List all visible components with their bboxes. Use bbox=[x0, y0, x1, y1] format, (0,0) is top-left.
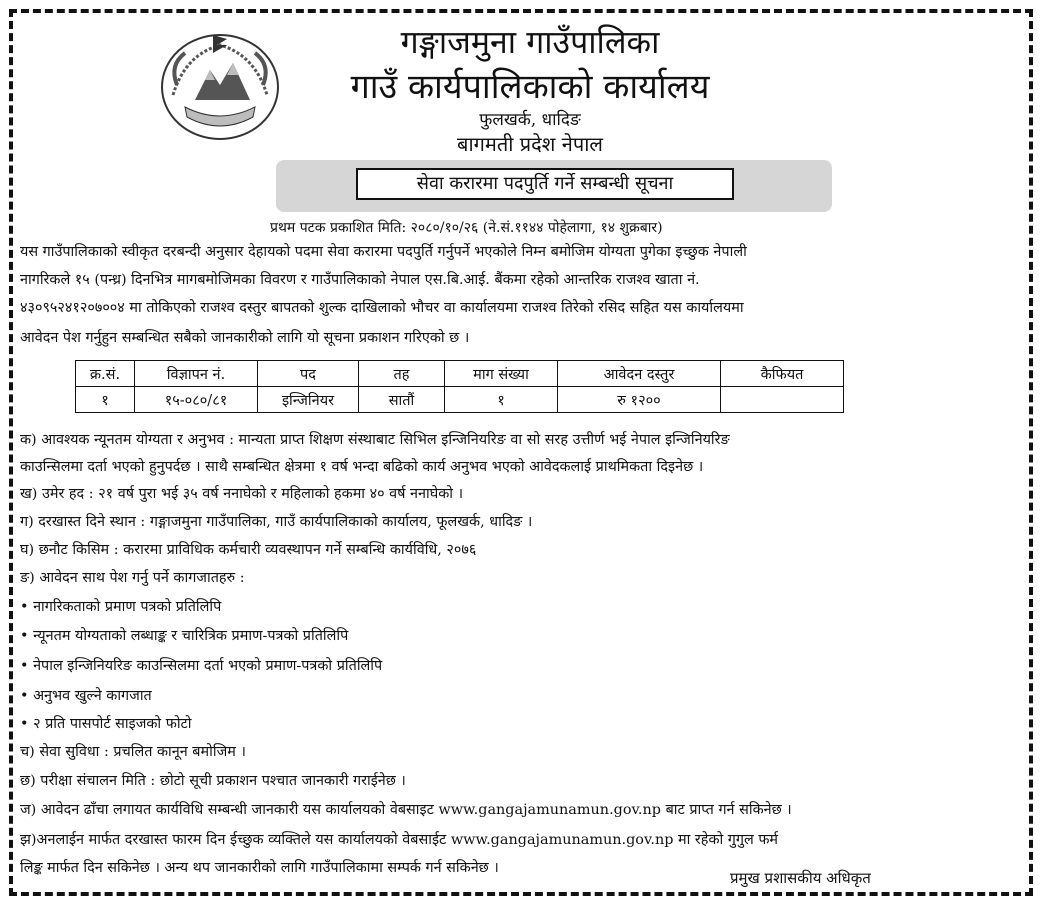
intro-line: यस गाउँपालिकाको स्वीकृत दरबन्दी अनुसार देहायको पदमा सेवा करारमा पदपुर्ति गर्नुपर्ने भएकोले निम्न बमोजिम योग्यता पुगेका इच्छुक नेपाली bbox=[20, 244, 747, 260]
list-item: • न्यूनतम योग्यताको लब्धाङ्क र चारित्रिक प्रमाण-पत्रको प्रतिलिपि bbox=[20, 628, 349, 644]
table-cell: १ bbox=[445, 387, 558, 413]
list-item: • २ प्रति पासपोर्ट साइजको फोटो bbox=[20, 716, 192, 732]
table-header: क्र.सं. bbox=[76, 361, 135, 387]
vacancy-table bbox=[75, 360, 844, 413]
table-header: माग संख्या bbox=[445, 361, 558, 387]
office-name: गङ्गाजमुना गाउँपालिका bbox=[400, 23, 660, 61]
intro-line: नागरिकले १५ (पन्ध्र) दिनभित्र मागबमोजिमका विवरण र गाउँपालिकाको नेपाल एस.बि.आई. बैंकमा रहेको आन्तरिक राजश्व खाता नं. bbox=[20, 272, 700, 288]
body-line: ज) आवेदन ढाँचा लगायत कार्यविधि सम्बन्धी जानकारी यस कार्यालयको वेबसाइट www.gangajamunamun.gov.np बाट प्राप्त गर्न सकिनेछ । bbox=[20, 802, 792, 818]
body-line: झ)अनलाईन मार्फत दरखास्त फारम दिन ईच्छुक व्यक्तिले यस कार्यालयको वेबसाईट www.gangajamunamun.gov.np मा रहेको गुगुल फर्म bbox=[20, 832, 779, 848]
office-location: फुलखर्क, धादिङ bbox=[479, 110, 581, 130]
body-line: च) सेवा सुविधा : प्रचलित कानून बमोजिम । bbox=[20, 744, 246, 760]
list-item: • नागरिकताको प्रमाण पत्रको प्रतिलिपि bbox=[20, 599, 222, 615]
table-header: विज्ञापन नं. bbox=[135, 361, 258, 387]
body-line: काउन्सिलमा दर्ता भएको हुनुपर्दछ । साथै सम्बन्धित क्षेत्रमा १ वर्ष भन्दा बढिको कार्य अनुभव भएको आवेदकलाई प्राथमिकता दिइनेछ । bbox=[20, 459, 704, 475]
list-item: • नेपाल इन्जिनियरिङ काउन्सिलमा दर्ता भएको प्रमाण-पत्रको प्रतिलिपि bbox=[20, 658, 383, 674]
table-cell: १ bbox=[76, 387, 135, 413]
body-line: ग) दरखास्त दिने स्थान : गङ्गाजमुना गाउँपालिका, गाउँ कार्यपालिकाको कार्यालय, फूलखर्क, धादिङ । bbox=[20, 514, 533, 530]
published-date: प्रथम पटक प्रकाशित मिति: २०८०/१०/२६ (ने.सं.११४४ पोहेलागा, १४ शुक्रबार) bbox=[270, 220, 663, 236]
table-cell: सातौं bbox=[359, 387, 445, 413]
table-header-row bbox=[76, 361, 844, 387]
body-line: छ) परीक्षा संचालन मिति : छोटो सूची प्रकाशन पश्चात जानकारी गराईनेछ । bbox=[20, 773, 406, 789]
body-line: ख) उमेर हद : २१ वर्ष पुरा भई ३५ वर्ष ननाघेको र महिलाको हकमा ४० वर्ष ननाघेको । bbox=[20, 486, 464, 502]
table-header: आवेदन दस्तुर bbox=[558, 361, 721, 387]
table-cell bbox=[721, 387, 844, 413]
table-header: तह bbox=[359, 361, 445, 387]
body-line: घ) छनौट किसिम : करारमा प्राविधिक कर्मचारी व्यवस्थापन गर्ने सम्बन्धि कार्यविधि, २०७६ bbox=[20, 542, 477, 558]
signature: प्रमुख प्रशासकीय अधिकृत bbox=[730, 869, 871, 887]
office-title: गाउँ कार्यपालिकाको कार्यालय bbox=[350, 67, 710, 107]
notice-title: सेवा करारमा पदपुर्ति गर्ने सम्बन्धी सूचना bbox=[356, 168, 734, 200]
table-cell: १५-०८०/८१ bbox=[135, 387, 258, 413]
body-line: ङ) आवेदन साथ पेश गर्नु पर्ने कागजातहरु : bbox=[20, 570, 245, 586]
table-header: पद bbox=[258, 361, 359, 387]
table-row bbox=[76, 387, 844, 413]
body-line: क) आवश्यक न्यूनतम योग्यता र अनुभव : मान्यता प्राप्त शिक्षण संस्थाबाट सिभिल इन्जिनियरिङ वा सो सरह उत्तीर्ण भई नेपाल इन्जिनियरिङ bbox=[20, 432, 730, 448]
list-item: • अनुभव खुल्ने कागजात bbox=[20, 688, 152, 704]
table-cell: रु १२०० bbox=[558, 387, 721, 413]
intro-line: ४३०९५२४१२०७००४ मा तोकिएको राजश्व दस्तुर बापतको शुल्क दाखिलाको भौचर वा कार्यालयमा राजश्व तिरेको रसिद सहित यस कार्यालयमा bbox=[20, 300, 744, 316]
intro-line: आवेदन पेश गर्नुहुन सम्बन्धित सबैको जानकारीको लागि यो सूचना प्रकाशन गरिएको छ । bbox=[20, 330, 470, 346]
table-header: कैफियत bbox=[721, 361, 844, 387]
table-cell: इन्जिनियर bbox=[258, 387, 359, 413]
body-line: लिङ्क मार्फत दिन सकिनेछ । अन्य थप जानकारीको लागि गाउँपालिकामा सम्पर्क गर्न सकिनेछ । bbox=[20, 860, 499, 876]
office-province: बागमती प्रदेश नेपाल bbox=[457, 132, 603, 156]
